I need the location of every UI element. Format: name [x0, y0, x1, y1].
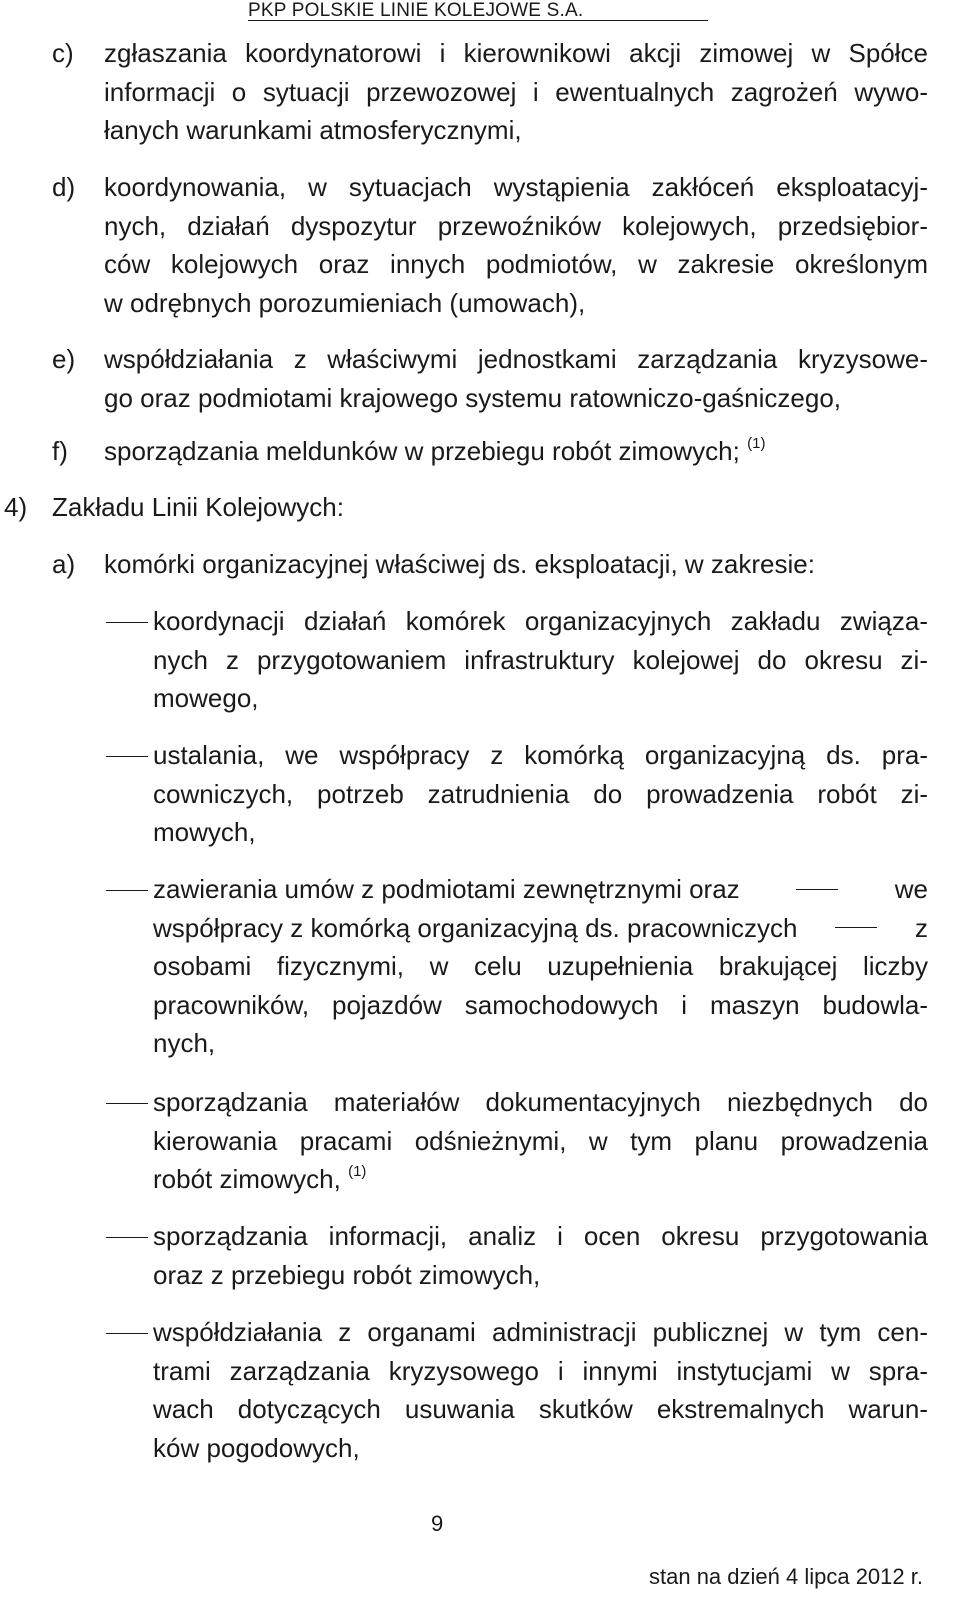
section-title: Zakładu Linii Kolejowych:: [52, 492, 344, 522]
item-line: zgłaszania koordynatorowi i kierownikowi akcji zimowej w Spółce: [104, 38, 928, 68]
item-line: trami zarządzania kryzysowego i innymi instytucjami w spra-: [153, 1355, 928, 1386]
item-line: we: [894, 874, 928, 904]
item-text: komórki organizacyjnej właściwej ds. eksploatacji, w zakresie:: [104, 549, 815, 579]
item-line: mowego,: [153, 683, 259, 713]
list-item-c: [0, 34, 960, 154]
item-line: oraz z przebiegu robót zimowych,: [153, 1259, 541, 1290]
dash-item: [153, 870, 928, 1070]
item-line: osobami fizycznymi, w celu uzupełnienia brakującej liczby: [153, 951, 928, 981]
item-line: nych,: [153, 1028, 216, 1058]
item-label: d): [52, 172, 76, 202]
inline-dash: [796, 889, 838, 890]
item-line: współpracy z komórką organizacyjną ds. pracowniczych: [153, 912, 798, 943]
running-header: PKP POLSKIE LINIE KOLEJOWE S.A.: [248, 0, 708, 21]
item-line: go oraz podmiotami krajowego systemu ratowniczo-gaśniczego,: [104, 382, 842, 413]
dash-item: [153, 1083, 928, 1203]
dash-bullet: [106, 756, 148, 757]
item-label: a): [52, 549, 76, 579]
list-item-f: [0, 432, 960, 472]
item-line: łanych warunkami atmosferycznymi,: [104, 115, 522, 145]
footnote-marker: (1): [747, 435, 766, 452]
page-number: 9: [431, 1511, 444, 1536]
list-item-d: [0, 168, 960, 328]
list-item-a: [0, 545, 960, 585]
dash-bullet: [106, 890, 148, 891]
item-line: wach dotyczących usuwania skutków ekstremalnych warun-: [153, 1394, 928, 1424]
item-label: f): [52, 436, 68, 466]
item-label: c): [52, 38, 74, 68]
footnote-marker: (1): [348, 1163, 367, 1180]
item-line: współdziałania z organami administracji publicznej w tym cen-: [153, 1317, 928, 1347]
item-line: sporządzania meldunków w przebiegu robót zimowych;: [104, 436, 740, 466]
dash-bullet: [106, 1103, 148, 1104]
item-line: ków pogodowych,: [153, 1432, 360, 1463]
item-line: kierowania pracami odśnieżnymi, w tym planu prowadzenia: [153, 1125, 928, 1156]
item-line: robót zimowych,: [153, 1164, 341, 1194]
item-label: e): [52, 344, 76, 374]
item-line: nych, działań dyspozytur przewoźników kolejowych, przedsiębior-: [104, 210, 928, 241]
item-line: pracowników, pojazdów samochodowych i maszyn budowla-: [153, 989, 928, 1020]
footer-date: stan na dzień 4 lipca 2012 r.: [649, 1564, 923, 1589]
dash-bullet: [106, 1333, 148, 1334]
item-line: informacji o sytuacji przewozowej i ewentualnych zagrożeń wywo-: [104, 76, 928, 107]
inline-dash: [835, 927, 877, 928]
dash-item: [153, 1217, 928, 1297]
item-line: mowych,: [153, 817, 256, 847]
item-line: sporządzania materiałów dokumentacyjnych niezbędnych do: [153, 1087, 928, 1117]
item-line: koordynowania, w sytuacjach wystąpienia zakłóceń eksploatacyj-: [104, 172, 928, 202]
item-line: zawierania umów z podmiotami zewnętrznymi oraz: [153, 874, 740, 904]
item-line: sporządzania informacji, analiz i ocen okresu przygotowania: [153, 1221, 928, 1251]
list-item-e: [0, 340, 960, 420]
item-line: ustalania, we współpracy z komórką organizacyjną ds. pra-: [153, 740, 928, 770]
dash-bullet: [106, 622, 148, 623]
item-line: z: [915, 912, 928, 943]
dash-item: [153, 602, 928, 722]
item-line: koordynacji działań komórek organizacyjnych zakładu związa-: [153, 606, 928, 636]
item-line: cowniczych, potrzeb zatrudnienia do prowadzenia robót zi-: [153, 778, 928, 809]
dash-bullet: [106, 1237, 148, 1238]
dash-item: [153, 1313, 928, 1473]
section-4: [0, 488, 960, 528]
item-line: nych z przygotowaniem infrastruktury kolejowej do okresu zi-: [153, 644, 928, 675]
item-line: ców kolejowych oraz innych podmiotów, w zakresie określonym: [104, 249, 928, 279]
item-line: w odrębnych porozumieniach (umowach),: [104, 287, 586, 318]
section-label: 4): [4, 492, 28, 522]
item-line: współdziałania z właściwymi jednostkami zarządzania kryzysowe-: [104, 344, 928, 374]
dash-item: [153, 736, 928, 856]
